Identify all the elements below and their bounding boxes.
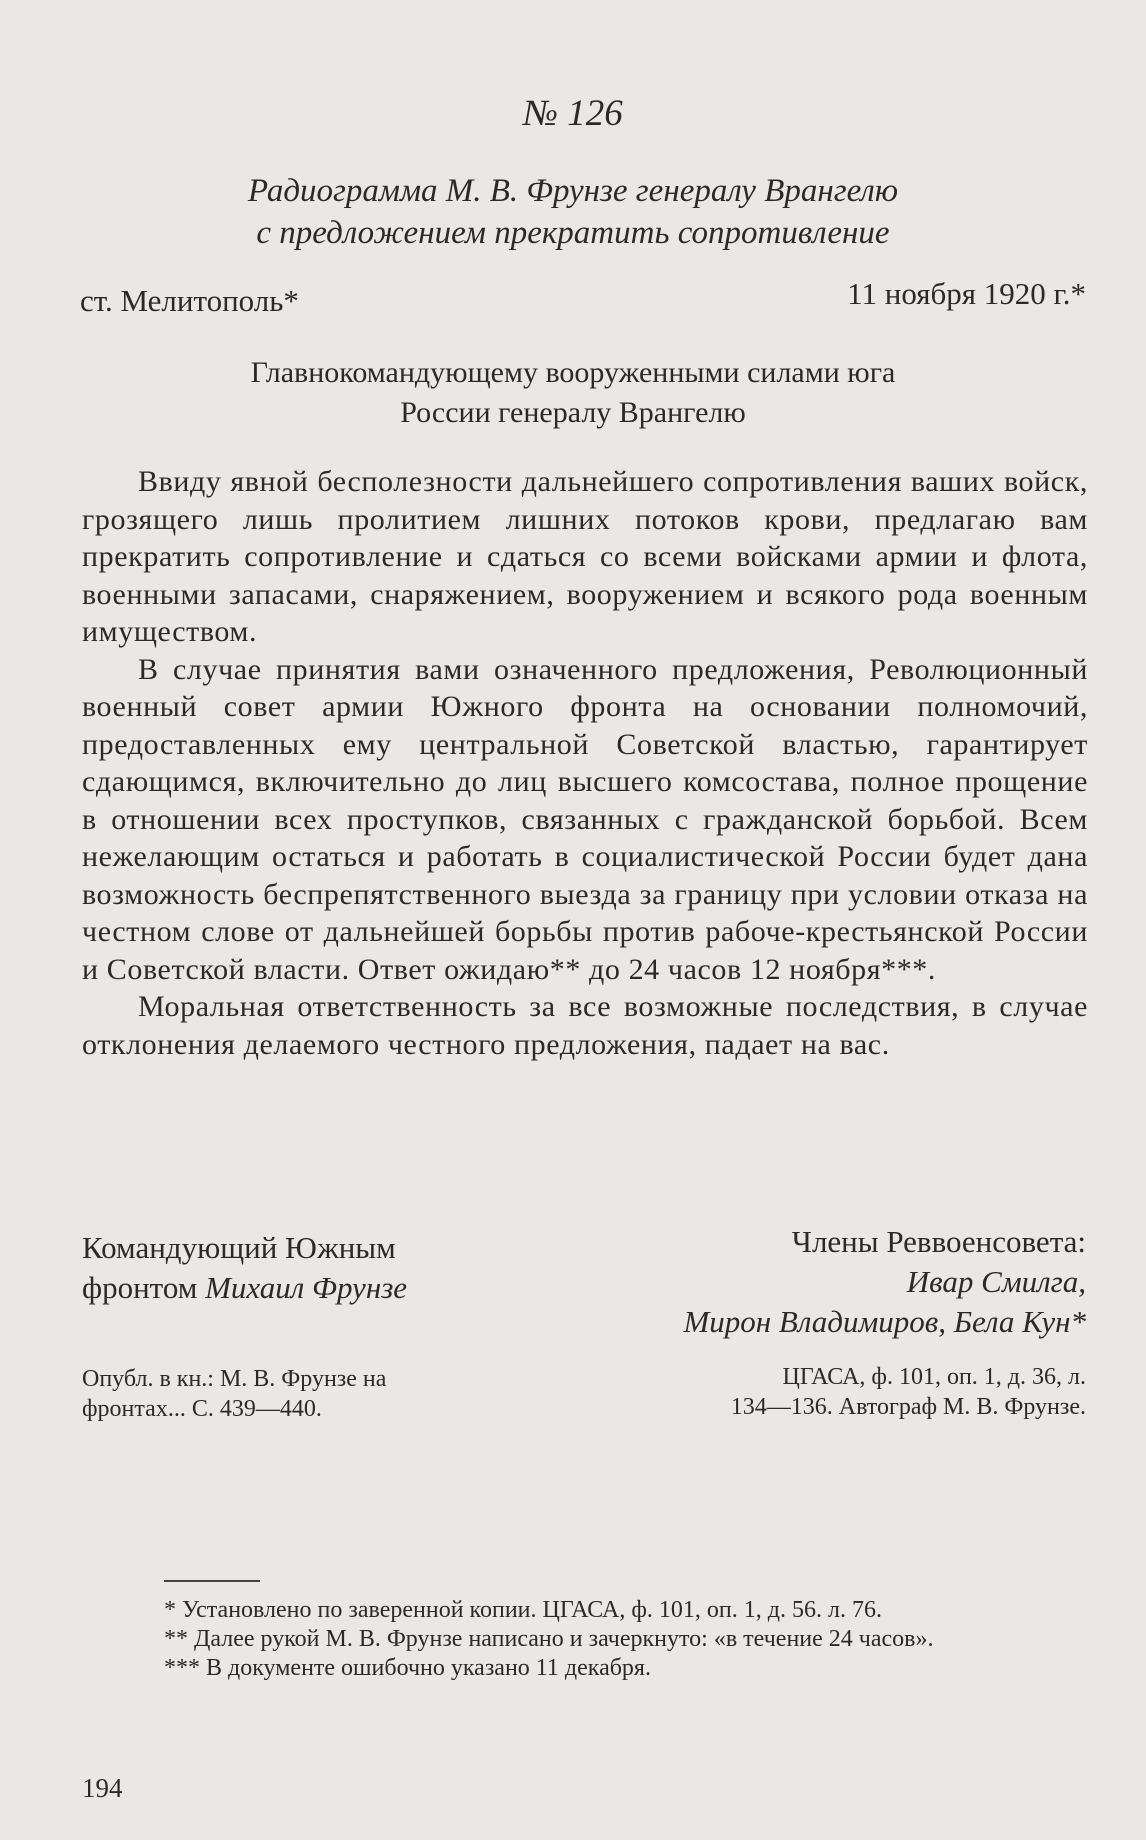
paragraph: Ввиду явной бесполезности дальнейшего сопротивления ваших войск, грозящего лишь пролитием лишних потоков крови, предлагаю вам прекратить сопротивление и сдаться со всеми войсками армии и флота, военными запасами, снаряжением, вооружением и всякого рода военным имуществом.	[82, 465, 1088, 648]
page-number: 194	[82, 1773, 123, 1803]
title-line-2: с предложением прекратить сопротивление	[256, 215, 890, 251]
commander-line	[82, 1268, 407, 1308]
archive-source-line: ЦГАСА, ф. 101, оп. 1, д. 36, л.	[782, 1364, 1086, 1390]
council-member-names: Ивар Смилга,	[906, 1264, 1086, 1299]
archive-source-line: 134—136. Автограф М. В. Фрунзе.	[730, 1394, 1086, 1420]
place: ст. Мелитополь*	[80, 283, 299, 318]
publication-source-line: Опубл. в кн.: М. В. Фрунзе на	[82, 1366, 387, 1392]
addressee	[0, 353, 1146, 433]
archive-source	[731, 1362, 1086, 1422]
commander-title-cont: фронтом	[82, 1270, 206, 1305]
footnote-divider	[164, 1580, 260, 1582]
council-title: Члены Реввоенсовета:	[791, 1224, 1086, 1259]
signature-commander	[82, 1228, 407, 1308]
signature-council-members	[683, 1222, 1086, 1342]
addressee-line-1: Главнокомандующему вооруженными силами юга	[250, 356, 896, 389]
document-title	[0, 170, 1146, 254]
council-member-names: Мирон Владимиров, Бела Кун*	[683, 1304, 1086, 1339]
footnote: ** Далее рукой М. В. Фрунзе написано и зачеркнуто: «в течение 24 часов».	[164, 1626, 934, 1652]
footnote: * Установлено по заверенной копии. ЦГАСА, ф. 101, оп. 1, д. 56. л. 76.	[164, 1597, 882, 1623]
footnotes	[82, 1596, 1088, 1683]
title-line-1: Радиограмма М. В. Фрунзе генералу Врангелю	[247, 173, 899, 209]
date: 11 ноября 1920 г.*	[847, 276, 1086, 311]
document-number: № 126	[523, 93, 623, 134]
publication-source	[82, 1364, 386, 1424]
commander-title: Командующий Южным	[82, 1230, 396, 1265]
addressee-line-2: России генералу Врангелю	[400, 396, 746, 429]
commander-name: Михаил Фрунзе	[205, 1270, 408, 1305]
publication-source-line: фронтах... С. 439—440.	[82, 1396, 322, 1422]
footnote: *** В документе ошибочно указано 11 декабря.	[164, 1655, 651, 1681]
body-text	[82, 463, 1088, 1063]
paragraph: Моральная ответственность за все возможные последствия, в случае отклонения делаемого честного предложения, падает на вас.	[82, 990, 1088, 1061]
paragraph: В случае принятия вами означенного предложения, Революционный военный совет армии Южного фронта на основании полномочий, предоставленных ему центральной Советской властью, гарантирует сдающимся, включительно до лиц высшего комсостава, полное прощение в отношении всех проступков, связанных с гражданской борьбой. Всем нежелающим остаться и работать в социалистической России будет дана возможность беспрепятственного выезда за границу при условии отказа на честном слове от дальнейшей борьбы против рабоче-крестьянской России и Советской власти. Ответ ожидаю** до 24 часов 12 ноября***.	[82, 652, 1088, 986]
